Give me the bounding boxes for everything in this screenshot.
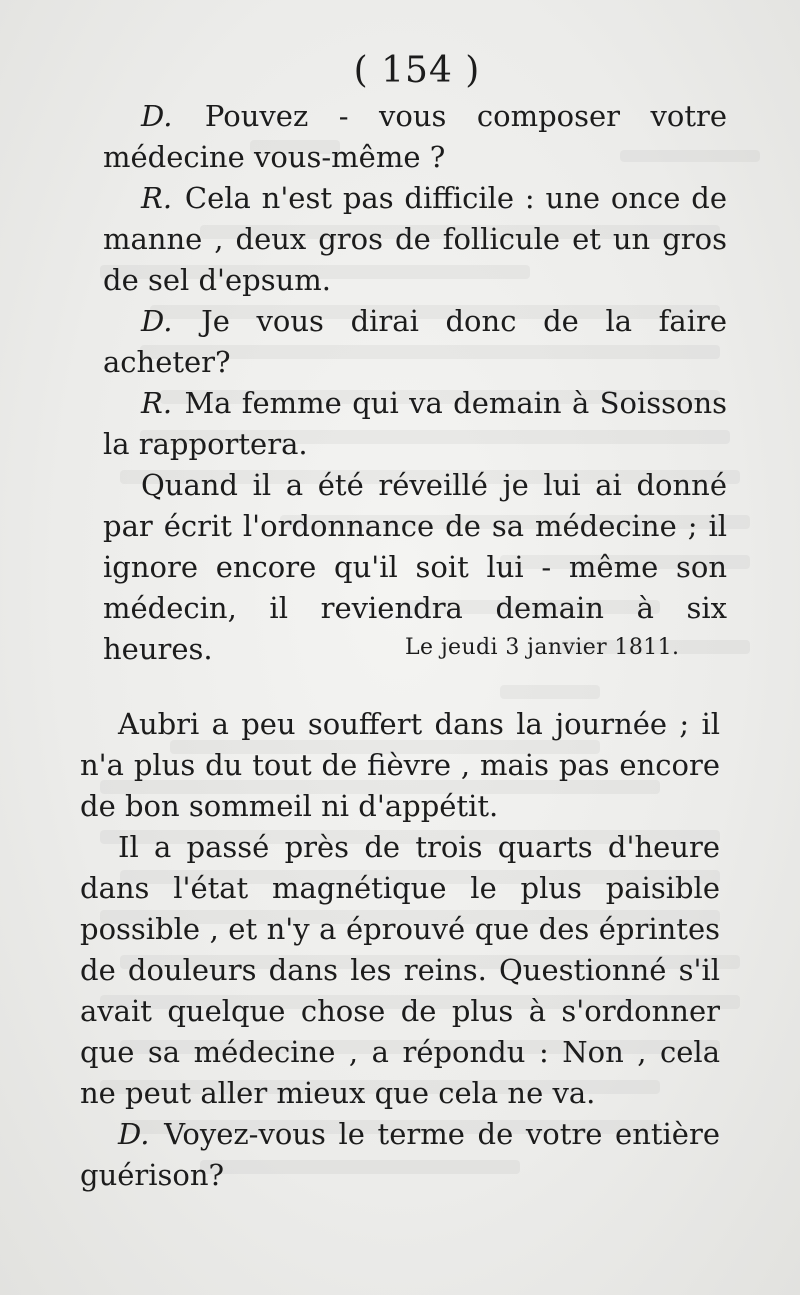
line-text: Cela n'est pas difficile : une once de manne , deux gros de follicule et un gros de sel d'epsum. [103,181,727,297]
upper-text-block [103,96,727,670]
speaker-label: R. [141,181,173,215]
line-text: Voyez-vous le terme de votre entière guérison? [80,1117,720,1192]
speaker-label: D. [141,99,173,133]
page-number: ( 154 ) [353,50,481,91]
dialogue-line [103,96,727,178]
speaker-label: D. [118,1117,150,1151]
narration-paragraph: Quand il a été réveillé je lui ai donné par écrit l'ordonnance de sa médecine ; il ignore encore qu'il soit lui - même son médecin, il reviendra demain à six heures. [103,468,727,666]
speaker-label: R. [141,386,173,420]
narration-paragraph: Aubri a peu souffert dans la journée ; il n'a plus du tout de fièvre , mais pas encore de bon sommeil ni d'appétit. [80,707,720,823]
dialogue-line [103,301,727,383]
dialogue-line [80,1114,720,1196]
dialogue-line [103,178,727,301]
date-heading: Le jeudi 3 janvier 1811. [405,635,680,660]
lower-text-block [80,704,720,1196]
narration-paragraph: Il a passé près de trois quarts d'heure dans l'état magnétique le plus paisible possible , et n'y a éprouvé que des éprintes de douleurs dans les reins. Questionné s'il avait quelque chose de plus à s'ordonner que sa médecine , a répondu : Non , cela ne peut aller mieux que cela ne va. [80,830,720,1110]
line-text: Je vous dirai donc de la faire acheter? [103,304,727,379]
line-text: Pouvez - vous composer votre médecine vous-même ? [103,99,727,174]
dialogue-line [103,383,727,465]
line-text: Ma femme qui va demain à Soissons la rapportera. [103,386,728,461]
speaker-label: D. [141,304,173,338]
